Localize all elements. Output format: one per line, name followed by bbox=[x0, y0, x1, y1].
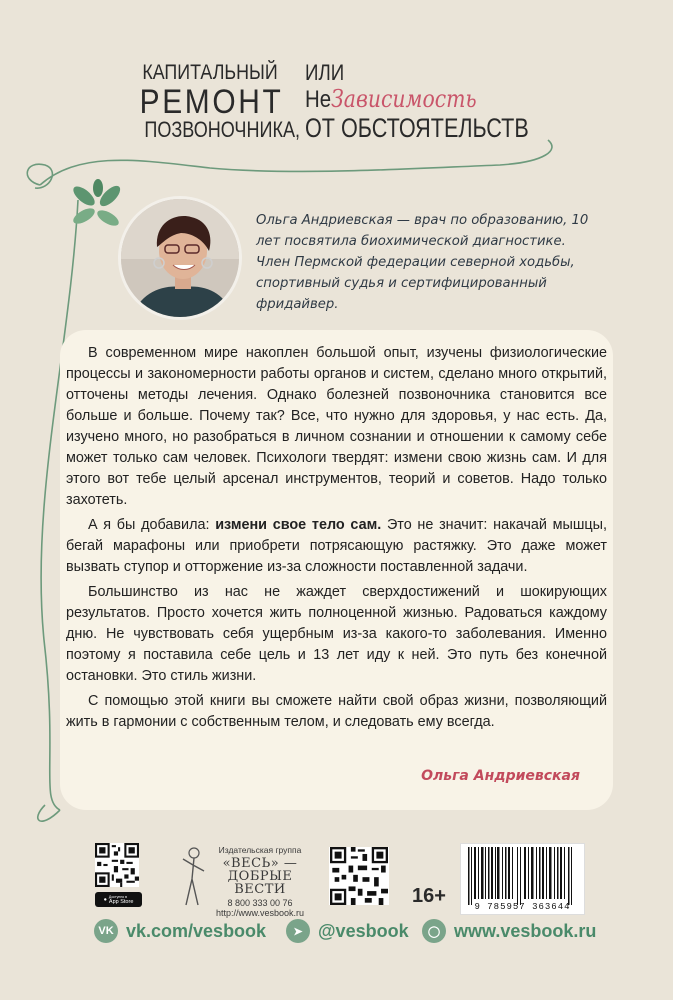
vine-top-curve bbox=[40, 140, 552, 185]
qr-code-site bbox=[329, 847, 389, 905]
qr-code-app bbox=[95, 843, 139, 887]
telegram-link-text: @vesbook bbox=[318, 920, 409, 941]
signature: Ольга Андриевская bbox=[421, 768, 580, 784]
publisher-group-label: Издательская группа bbox=[218, 845, 302, 855]
title-right-block bbox=[305, 62, 565, 142]
app-store-small-label: Доступно в bbox=[108, 894, 128, 899]
publisher-brand-line1: «ВЕСЬ» — bbox=[222, 856, 298, 871]
website-link[interactable] bbox=[422, 918, 596, 944]
globe-icon: ◯ bbox=[422, 919, 446, 943]
isbn-barcode bbox=[460, 843, 585, 915]
app-store-badge[interactable] bbox=[95, 892, 142, 907]
subtitle-accent: Зависимость bbox=[331, 85, 477, 113]
author-bio bbox=[256, 210, 596, 315]
app-store-name: App Store bbox=[108, 898, 134, 905]
paragraph-2 bbox=[66, 515, 607, 578]
paragraph-2-start: А я бы добавила: bbox=[88, 517, 216, 533]
paragraph-4: С помощью этой книги вы сможете найти свой образ жизни, позволяющий жить в гармонии с собственным телом, и следовать ему всегда. bbox=[66, 693, 607, 730]
annotation-text bbox=[66, 343, 607, 737]
age-rating: 16+ bbox=[412, 885, 446, 907]
publisher-brand-line2: ДОБРЫЕ ВЕСТИ bbox=[227, 869, 293, 897]
author-bio-text: — врач по образованию, 10 лет посвятила биохимической диагностике. Член Пермской федерации северной ходьбы, спортивный судья и сертифицированный фридайвер. bbox=[256, 213, 589, 312]
publisher-block bbox=[180, 845, 310, 918]
author-photo bbox=[118, 196, 242, 320]
subtitle-line-1: ИЛИ bbox=[305, 60, 345, 85]
publisher-figure-icon bbox=[180, 845, 208, 911]
telegram-link[interactable] bbox=[286, 918, 409, 944]
subtitle-line-3: ОТ ОБСТОЯТЕЛЬСТВ bbox=[305, 113, 529, 143]
paragraph-2-bold: измени свое тело сам. bbox=[215, 517, 382, 533]
paragraph-3: Большинство из нас не жаждет сверхдостижений и шокирующих результатов. Просто хочется жить полноценной жизнью. Радоваться каждому дню. Не чувствовать себя ущербным из-за какого-то заболевания. Именно поэтому я поставила себе цель и 13 лет иду к ней. Это путь без конечной остановки. Это стиль жизни. bbox=[66, 584, 607, 684]
vk-link[interactable] bbox=[94, 918, 266, 944]
publisher-text bbox=[210, 845, 310, 918]
author-name: Ольга Андриевская bbox=[256, 213, 393, 228]
vine-swirl bbox=[27, 164, 52, 188]
publisher-phone: 8 800 333 00 76 bbox=[227, 898, 293, 908]
title-line-3: ПОЗВОНОЧНИКА, bbox=[144, 117, 300, 142]
isbn-number: 9 785957 363644 bbox=[474, 902, 571, 912]
subtitle-ne: Не bbox=[305, 86, 332, 113]
title-line-2: РЕМОНТ bbox=[139, 83, 284, 121]
vk-link-text: vk.com/vesbook bbox=[126, 920, 267, 941]
app-store-label bbox=[109, 895, 133, 905]
paragraph-1: В современном мире накоплен большой опыт, изучены физиологические процессы и закономерности работы органов и систем, сделано много открытий, отточены методы лечения. Однако болезней позвоночника становится все больше и больше. Почему так? Все, что нужно для здоровья, у нас есть. Да, изучено много, но разобраться в личном сознании и отношении к самому себе может только сам человек. Психологи твердят: измени свою жизнь сам. И для этого вот тебе целый арсенал инструментов, теорий и советов. Надо только захотеть. bbox=[66, 345, 607, 508]
title-line-1: КАПИТАЛЬНЫЙ bbox=[142, 61, 278, 84]
website-link-text: www.vesbook.ru bbox=[454, 920, 597, 941]
subtitle-line-2 bbox=[305, 87, 526, 112]
paragraph-2-end: Это не значит: накачай мышцы, бегай марафоны или приобрети потрясающую растяжку. Это даже может вызвать ступор и отторжение из-за сложности поставленной задачи. bbox=[66, 517, 607, 575]
vk-icon: VK bbox=[94, 919, 118, 943]
telegram-icon: ➤ bbox=[286, 919, 310, 943]
barcode-lines bbox=[462, 847, 585, 905]
apple-icon: ● bbox=[103, 896, 107, 903]
publisher-url[interactable]: http://www.vesbook.ru bbox=[215, 908, 305, 918]
title-left-block bbox=[130, 61, 300, 142]
